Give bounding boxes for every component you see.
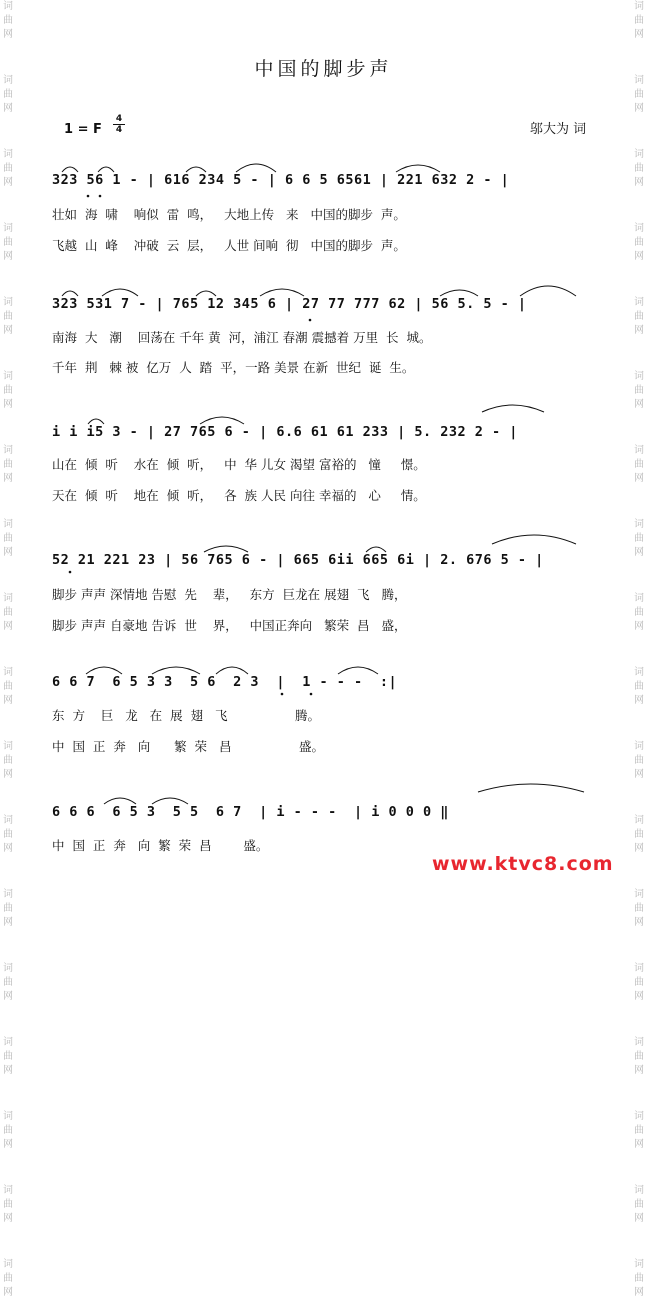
side-mark: 词 曲 网	[634, 1185, 644, 1224]
lyricist-credit: 邬大为 词	[530, 122, 587, 137]
lyric-line-5a: 东 方 巨 龙 在 展 翅 飞 腾。	[52, 708, 321, 723]
side-mark: 词 曲 网	[634, 1111, 644, 1150]
lyric-line-1a: 壮如 海 啸 响似 雷 鸣， 大地上传 来 中国的脚步 声。	[52, 207, 406, 222]
side-mark: 词 曲 网	[3, 149, 13, 188]
notation-line-2: 323 531 7 - | 765 12 345 6 | 27 77 777 62 | 56 5. 5 - |	[52, 296, 527, 312]
side-mark: 词 曲 网	[634, 741, 644, 780]
lyric-line-6a: 中 国 正 奔 向 繁 荣 昌 盛。	[52, 838, 269, 853]
side-mark: 词 曲 网	[3, 371, 13, 410]
side-mark: 词 曲 网	[634, 445, 644, 484]
side-mark: 词 曲 网	[634, 371, 644, 410]
side-mark: 词 曲 网	[634, 1037, 644, 1076]
side-mark: 词 曲 网	[3, 593, 13, 632]
site-watermark: www.ktvc8.com	[432, 853, 614, 875]
side-mark: 词 曲 网	[3, 445, 13, 484]
meter-bottom: 4	[115, 125, 123, 135]
side-mark: 词 曲 网	[3, 1037, 13, 1076]
side-mark: 词 曲 网	[3, 667, 13, 706]
lyric-line-5b: 中 国 正 奔 向 繁 荣 昌 盛。	[52, 739, 325, 754]
side-mark: 词 曲 网	[634, 815, 644, 854]
notation-line-4: 52 21 221 23 | 56 765 6 - | 665 6ii 665 6i | 2. 676 5 - |	[52, 552, 544, 568]
notation-line-3: i i i5 3 - | 27 765 6 - | 6.6 61 61 233 | 5. 232 2 - |	[52, 424, 518, 440]
side-mark: 词 曲 网	[3, 75, 13, 114]
notation-line-1: 323 56 1 - | 616 234 5 - | 6 6 5 6561 | 221 632 2 - |	[52, 172, 510, 188]
side-mark: 词 曲 网	[634, 667, 644, 706]
notation-line-6: 6 6 6 6 5 3 5 5 6 7 | i - - - | i 0 0 0 ‖	[52, 804, 449, 820]
side-mark: 词 曲 网	[3, 1185, 13, 1224]
lyric-line-3b: 天在 倾 听 地在 倾 听， 各 族 人民 向往 幸福的 心 情。	[52, 488, 426, 503]
side-mark: 词 曲 网	[634, 593, 644, 632]
lyric-line-2a: 南海 大 潮 回荡在 千年 黄 河，浦江 春潮 震撼着 万里 长 城。	[52, 330, 432, 345]
side-mark: 词 曲 网	[3, 1111, 13, 1150]
song-title: 中国的脚步声	[254, 58, 393, 80]
side-mark: 词 曲 网	[634, 223, 644, 262]
side-mark: 词 曲 网	[634, 519, 644, 558]
notation-line-5: 6 6 7 6 5 3 3 5 6 2 3 | 1 - - - :|	[52, 674, 398, 690]
side-mark: 词 曲 网	[634, 297, 644, 336]
side-mark: 词 曲 网	[634, 1259, 644, 1298]
side-mark: 词 曲 网	[3, 223, 13, 262]
side-mark: 词 曲 网	[634, 149, 644, 188]
side-mark: 词 曲 网	[634, 75, 644, 114]
side-mark: 词 曲 网	[3, 963, 13, 1002]
lyric-line-3a: 山在 倾 听 水在 倾 听， 中 华 儿女 渴望 富裕的 憧 憬。	[52, 457, 426, 472]
lyric-line-4a: 脚步 声声 深情地 告慰 先 辈， 东方 巨龙在 展翅 飞 腾，	[52, 587, 407, 602]
side-mark: 词 曲 网	[3, 1259, 13, 1298]
meter-top: 4	[115, 114, 123, 124]
side-mark: 词 曲 网	[3, 1, 13, 40]
key-signature: 1 = F	[64, 122, 102, 137]
side-mark: 词 曲 网	[634, 889, 644, 928]
side-mark: 词 曲 网	[3, 519, 13, 558]
lyric-line-1b: 飞越 山 峰 冲破 云 层， 人世 间响 彻 中国的脚步 声。	[52, 238, 406, 253]
side-mark: 词 曲 网	[634, 1, 644, 40]
lyric-line-4b: 脚步 声声 自豪地 告诉 世 界， 中国正奔向 繁荣 昌 盛，	[52, 618, 407, 633]
side-mark: 词 曲 网	[3, 889, 13, 928]
lyric-line-2b: 千年 荆 棘 被 亿万 人 踏 平，一路 美景 在新 世纪 诞 生。	[52, 360, 415, 375]
side-mark: 词 曲 网	[3, 741, 13, 780]
side-mark: 词 曲 网	[3, 815, 13, 854]
side-mark: 词 曲 网	[3, 297, 13, 336]
side-mark: 词 曲 网	[634, 963, 644, 1002]
